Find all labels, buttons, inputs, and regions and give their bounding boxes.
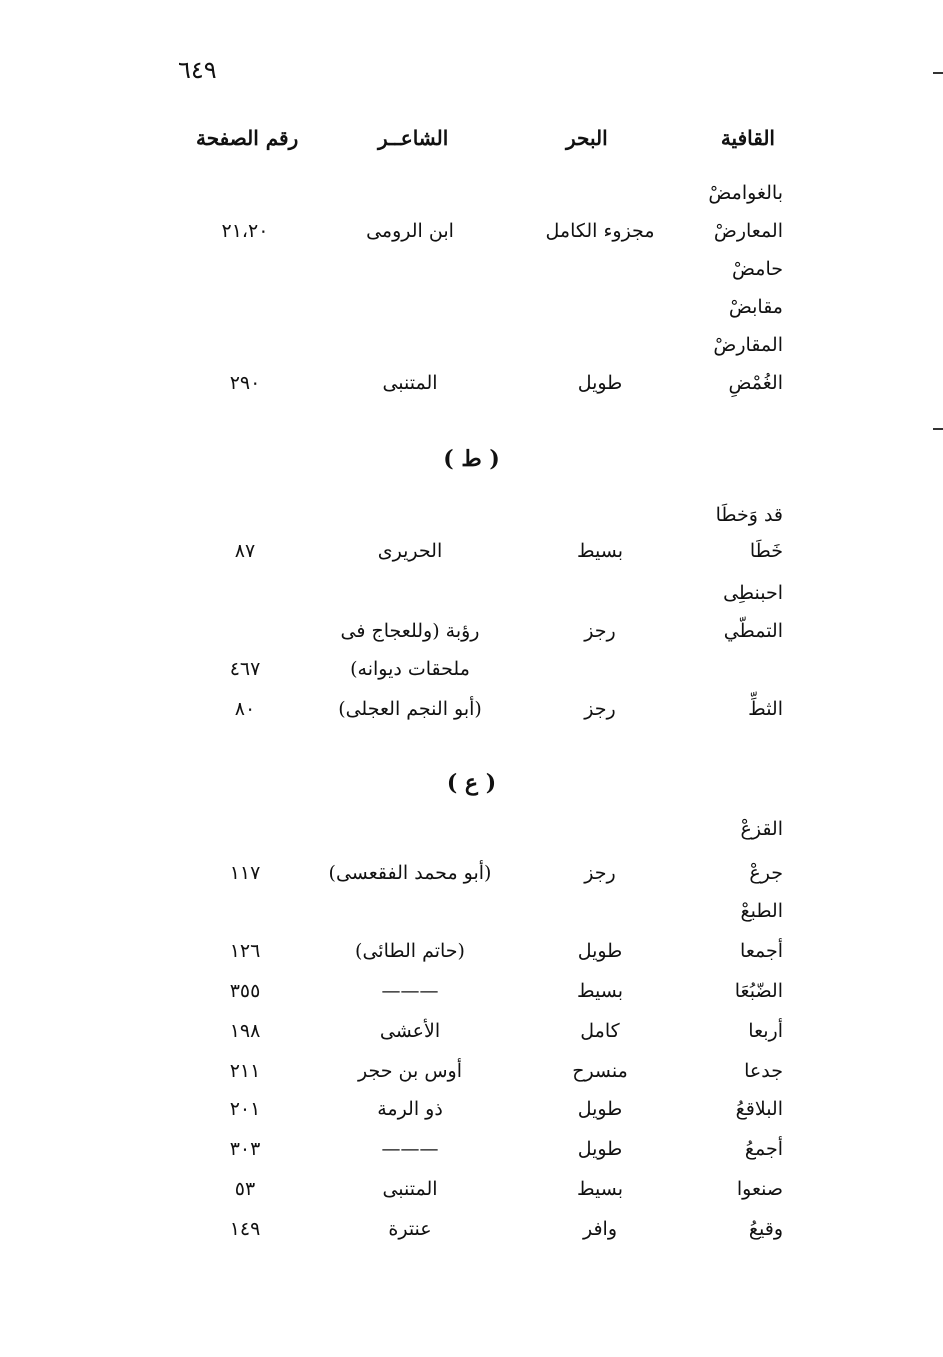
cell-bahr: وافر: [582, 1218, 618, 1240]
table-row: [0, 1020, 943, 1058]
cell-qafia: أجمعُ: [744, 1138, 783, 1160]
cell-bahr: طويل: [577, 1098, 623, 1120]
cell-shaer: المتنبى: [382, 372, 438, 394]
cell-bahr: رجز: [584, 620, 616, 642]
cell-bahr: بسيط: [576, 540, 623, 562]
cell-qafia: حامضْ: [732, 258, 783, 280]
table-row: [0, 258, 943, 296]
cell-bahr: طويل: [577, 372, 623, 394]
table-row: [0, 1060, 943, 1098]
table-row: [0, 658, 943, 696]
table-row: [0, 372, 943, 410]
cell-page: ١٢٦: [229, 940, 261, 962]
header-page: رقم الصفحة: [196, 126, 299, 150]
table-row: [0, 582, 943, 620]
cell-shaer: رؤبة (وللعجاج فى: [340, 620, 480, 642]
cell-shaer: (حاتم الطائى): [355, 940, 465, 962]
cell-qafia: الطبعْ: [740, 900, 783, 922]
cell-page: ٢٩٠: [229, 372, 261, 394]
table-row: [0, 1178, 943, 1216]
cell-qafia: بالغوامضْ: [708, 182, 783, 204]
cell-qafia: أجمعا: [740, 940, 783, 962]
cell-bahr: طويل: [577, 940, 623, 962]
section-title-ta: ( ط ): [443, 446, 500, 472]
cell-bahr: منسرح: [572, 1060, 628, 1082]
cell-qafia: وقيعُ: [748, 1218, 783, 1240]
cell-bahr: بسيط: [576, 980, 623, 1002]
cell-shaer: الحريرى: [377, 540, 443, 562]
cell-bahr: مجزوء الكامل: [545, 220, 655, 242]
cell-qafia: المقارضْ: [713, 334, 783, 356]
section-title-ayn: ( ع ): [446, 770, 497, 796]
cell-page: ٤٦٧: [229, 658, 261, 680]
cell-qafia: التمطّي: [723, 620, 783, 642]
header-shaer: الشاعــر: [378, 126, 449, 150]
cell-qafia: قد وَخطَا: [715, 504, 783, 526]
table-row: [0, 1138, 943, 1176]
cell-page: ٨٠: [234, 698, 256, 720]
table-row: [0, 818, 943, 856]
cell-shaer: ملحقات ديوانه): [350, 658, 470, 680]
page-number: ٦٤٩: [178, 56, 217, 84]
cell-shaer: عنترة: [388, 1218, 432, 1240]
cell-qafia: الغُمْضِ: [728, 372, 783, 394]
table-row: [0, 698, 943, 736]
cell-bahr: رجز: [584, 698, 616, 720]
cell-qafia: المعارضْ: [713, 220, 783, 242]
edge-mark: [933, 72, 943, 74]
cell-page: ٢١١: [229, 1060, 261, 1082]
table-row: [0, 940, 943, 978]
table-row: [0, 334, 943, 372]
table-row: [0, 1218, 943, 1256]
table-row: [0, 220, 943, 258]
cell-page: ٨٧: [234, 540, 256, 562]
cell-page: ١٤٩: [229, 1218, 261, 1240]
cell-qafia: مقابضْ: [728, 296, 783, 318]
table-row: [0, 900, 943, 938]
table-row: [0, 504, 943, 542]
table-row: [0, 296, 943, 334]
cell-shaer: ———: [381, 1138, 439, 1160]
cell-bahr: طويل: [577, 1138, 623, 1160]
cell-qafia: الضّبُعَا: [734, 980, 783, 1002]
table-row: [0, 862, 943, 900]
cell-qafia: البلاقعُ: [735, 1098, 783, 1120]
cell-qafia: صنعوا: [736, 1178, 783, 1200]
cell-shaer: ———: [381, 980, 439, 1002]
cell-bahr: رجز: [584, 862, 616, 884]
cell-shaer: (أبو محمد الفقعسى): [328, 862, 492, 884]
cell-bahr: كامل: [580, 1020, 620, 1042]
table-row: [0, 540, 943, 578]
header-bahr: البحر: [566, 126, 608, 150]
cell-qafia: الثطِّ: [748, 698, 783, 720]
header-qafia: القافية: [720, 126, 775, 150]
cell-shaer: (أبو النجم العجلى): [338, 698, 482, 720]
cell-page: ١٩٨: [229, 1020, 261, 1042]
cell-qafia: جدعا: [744, 1060, 783, 1082]
table-row: [0, 182, 943, 220]
cell-shaer: ابن الرومى: [366, 220, 454, 242]
cell-shaer: المتنبى: [382, 1178, 438, 1200]
edge-mark: [933, 428, 943, 430]
cell-shaer: ذو الرمة: [377, 1098, 443, 1120]
cell-page: ٢٠١: [229, 1098, 261, 1120]
table-row: [0, 980, 943, 1018]
cell-shaer: أوس بن حجر: [358, 1060, 462, 1082]
cell-page: ٣٠٣: [229, 1138, 261, 1160]
cell-qafia: خَطَا: [749, 540, 783, 562]
cell-shaer: الأعشى: [379, 1020, 441, 1042]
table-row: [0, 620, 943, 658]
cell-page: ٣٥٥: [229, 980, 261, 1002]
cell-qafia: أربعا: [748, 1020, 783, 1042]
table-header: [0, 126, 943, 162]
cell-page: ٢١،٢٠: [221, 220, 269, 242]
cell-qafia: احبنطِى: [723, 582, 783, 604]
table-row: [0, 1098, 943, 1136]
cell-page: ١١٧: [229, 862, 261, 884]
cell-bahr: بسيط: [576, 1178, 623, 1200]
cell-qafia: القزعْ: [740, 818, 783, 840]
cell-qafia: جرعْ: [749, 862, 783, 884]
cell-page: ٥٣: [234, 1178, 256, 1200]
